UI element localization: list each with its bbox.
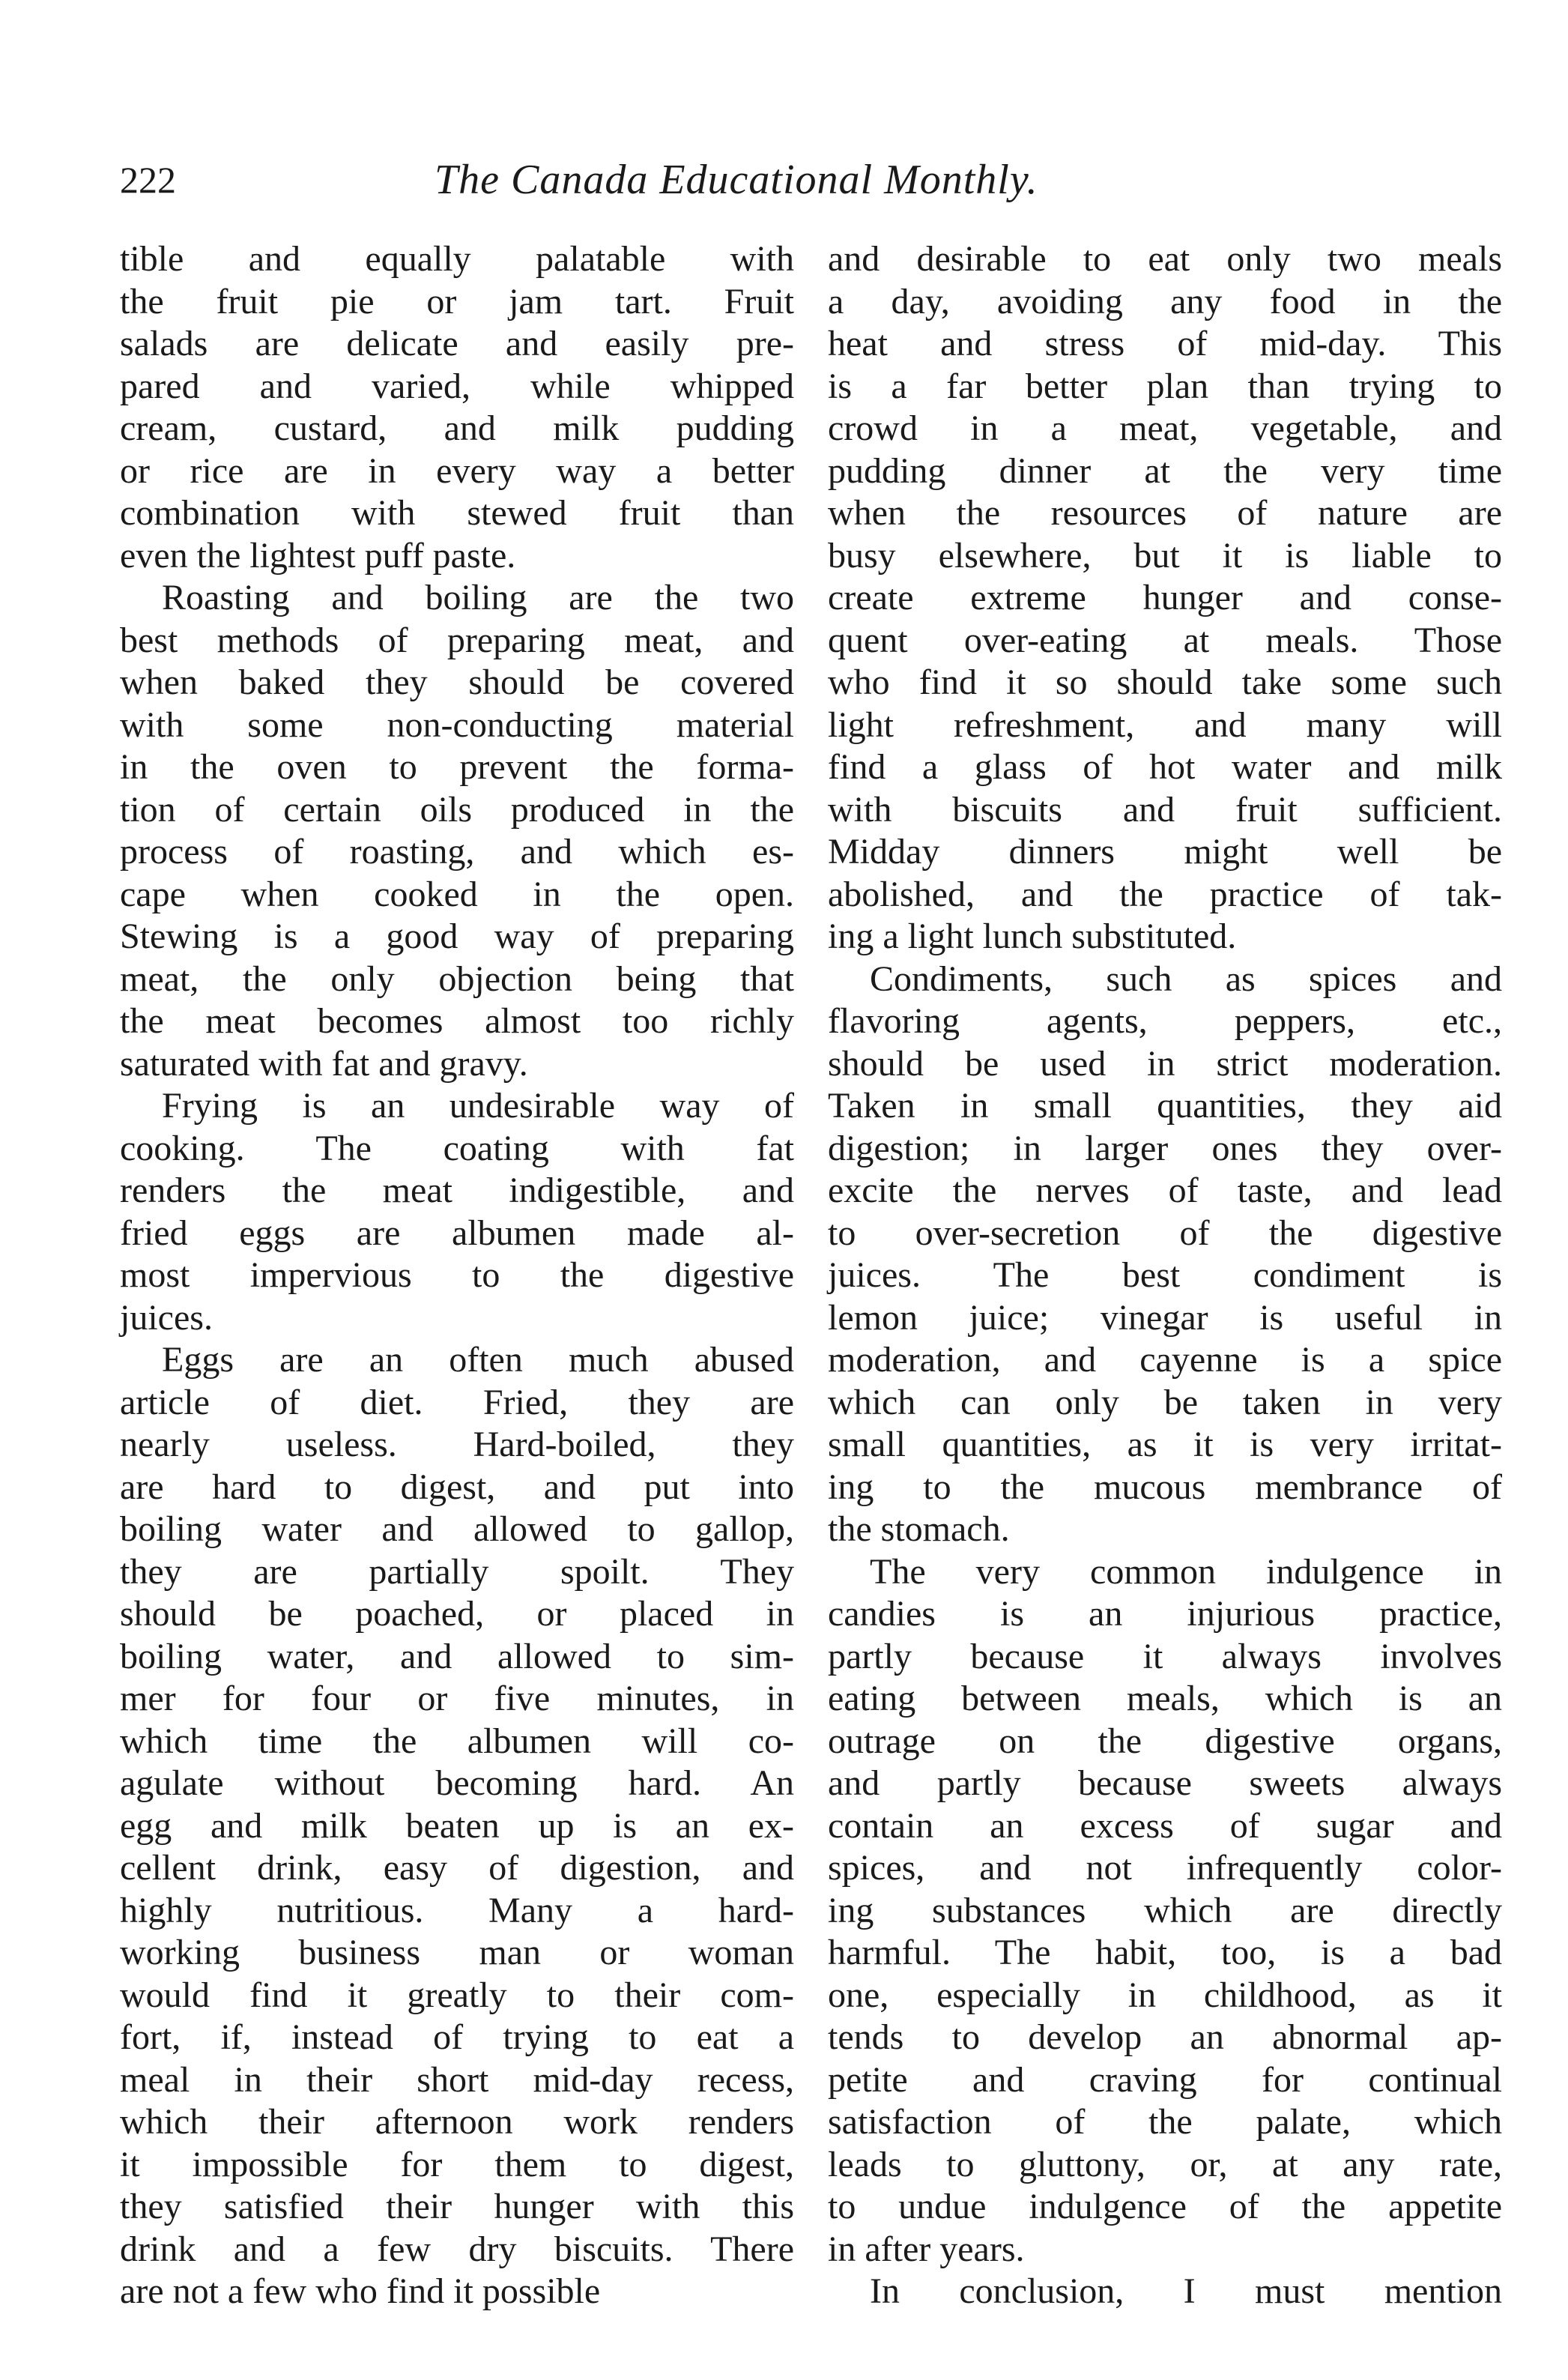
text-line: a day, avoiding any food in the <box>828 281 1502 321</box>
text-line: lemon juice; vinegar is useful in <box>828 1297 1502 1338</box>
text-line: cellent drink, easy of digestion, and <box>120 1848 794 1888</box>
text-line: Taken in small quantities, they aid <box>828 1086 1502 1126</box>
text-line: most impervious to the digestive <box>120 1255 794 1295</box>
text-line: cream, custard, and milk pudding <box>120 408 794 448</box>
text-line: partly because it always involves <box>828 1636 1502 1676</box>
text-line: nearly useless. Hard-boiled, they <box>120 1425 794 1464</box>
text-line: or rice are in every way a better <box>120 450 794 491</box>
text-line: juices. <box>120 1297 213 1338</box>
text-line: would find it greatly to their com- <box>120 1975 794 2015</box>
paragraph <box>828 958 1502 1551</box>
text-line: satisfaction of the palate, which <box>828 2102 1502 2142</box>
text-line: they satisfied their hunger with this <box>120 2187 794 2226</box>
journal-title: The Canada Educational Monthly. <box>435 157 1038 203</box>
text-line: is a far better plan than trying to <box>828 366 1502 406</box>
text-line: with biscuits and fruit sufficient. <box>828 789 1502 830</box>
text-line: Frying is an undesirable way of <box>162 1086 794 1126</box>
page-number: 222 <box>120 159 176 201</box>
text-line: tible and equally palatable with <box>120 239 794 279</box>
text-line: process of roasting, and which es- <box>120 832 794 872</box>
text-line: find a glass of hot water and milk <box>828 747 1502 787</box>
text-line: crowd in a meat, vegetable, and <box>828 408 1502 448</box>
text-line: agulate without becoming hard. An <box>120 1763 794 1803</box>
text-line: in after years. <box>828 2229 1025 2269</box>
text-line: candies is an injurious practice, <box>828 1594 1502 1634</box>
text-line: are hard to digest, and put into <box>120 1467 794 1507</box>
text-line: which their afternoon work renders <box>120 2102 794 2142</box>
paragraph <box>120 238 794 577</box>
text-line: abolished, and the practice of tak- <box>828 874 1502 914</box>
text-line: meat, the only objection being that <box>120 958 794 999</box>
text-line: juices. The best condiment is <box>828 1255 1502 1295</box>
text-line: which can only be taken in very <box>828 1382 1502 1422</box>
text-line: the stomach. <box>828 1509 1010 1549</box>
text-line: pudding dinner at the very time <box>828 450 1502 491</box>
text-line: The very common indulgence in <box>870 1551 1502 1592</box>
text-line: moderation, and cayenne is a spice <box>828 1340 1502 1380</box>
text-line: petite and craving for continual <box>828 2059 1502 2100</box>
text-line: highly nutritious. Many a hard- <box>120 1890 794 1930</box>
text-line: it impossible for them to digest, <box>120 2144 794 2184</box>
right-column <box>828 238 1502 2313</box>
left-column <box>120 238 794 2313</box>
text-line: are not a few who find it possible <box>120 2271 601 2311</box>
text-line: flavoring agents, peppers, etc., <box>828 1001 1502 1041</box>
paragraph <box>120 1339 794 2313</box>
text-line: boiling water, and allowed to sim- <box>120 1636 794 1676</box>
text-line: quent over-eating at meals. Those <box>828 620 1502 660</box>
text-line: working business man or woman <box>120 1933 794 1972</box>
paragraph <box>828 1551 1502 2271</box>
text-line: pared and varied, while whipped <box>120 366 794 406</box>
text-line: drink and a few dry biscuits. There <box>120 2229 794 2269</box>
page-header <box>120 150 1184 210</box>
text-line: outrage on the digestive organs, <box>828 1721 1502 1761</box>
text-line: contain an excess of sugar and <box>828 1805 1502 1846</box>
text-line: cape when cooked in the open. <box>120 874 794 914</box>
text-line: meal in their short mid-day recess, <box>120 2059 794 2100</box>
text-line: article of diet. Fried, they are <box>120 1382 794 1422</box>
text-line: should be used in strict moderation. <box>828 1043 1502 1084</box>
text-line: Condiments, such as spices and <box>870 958 1502 999</box>
text-line: the meat becomes almost too richly <box>120 1001 794 1041</box>
paragraph <box>120 1085 794 1339</box>
text-line: Midday dinners might well be <box>828 832 1502 872</box>
text-line: busy elsewhere, but it is liable to <box>828 535 1502 576</box>
text-line: tion of certain oils produced in the <box>120 789 794 830</box>
text-line: cooking. The coating with fat <box>120 1128 794 1168</box>
text-line: ing to the mucous membrance of <box>828 1467 1502 1507</box>
text-line: to over-secretion of the digestive <box>828 1212 1502 1253</box>
text-line: leads to gluttony, or, at any rate, <box>828 2144 1502 2184</box>
paragraph <box>828 2271 1502 2313</box>
text-line: spices, and not infrequently color- <box>828 1848 1502 1888</box>
paragraph <box>828 238 1502 958</box>
text-line: should be poached, or placed in <box>120 1594 794 1634</box>
text-line: with some non-conducting material <box>120 704 794 745</box>
text-line: saturated with fat and gravy. <box>120 1043 528 1084</box>
text-line: renders the meat indigestible, and <box>120 1171 794 1210</box>
text-line: heat and stress of mid-day. This <box>828 324 1502 363</box>
text-line: when the resources of nature are <box>828 493 1502 533</box>
text-line: even the lightest puff paste. <box>120 535 516 576</box>
text-line: eating between meals, which is an <box>828 1679 1502 1718</box>
text-line: Stewing is a good way of preparing <box>120 916 794 956</box>
text-line: who find it so should take some such <box>828 662 1502 702</box>
text-line: fort, if, instead of trying to eat a <box>120 2017 794 2057</box>
text-line: Roasting and boiling are the two <box>162 578 794 617</box>
text-line: fried eggs are albumen made al- <box>120 1212 794 1253</box>
text-line: best methods of preparing meat, and <box>120 620 794 660</box>
text-line: one, especially in childhood, as it <box>828 1975 1502 2015</box>
text-line: In conclusion, I must mention <box>870 2271 1502 2311</box>
text-line: ing a light lunch substituted. <box>828 916 1237 956</box>
text-line: and partly because sweets always <box>828 1763 1502 1803</box>
text-line: they are partially spoilt. They <box>120 1551 794 1592</box>
text-line: egg and milk beaten up is an ex- <box>120 1805 794 1846</box>
text-line: to undue indulgence of the appetite <box>828 2187 1502 2226</box>
text-line: in the oven to prevent the forma- <box>120 747 794 787</box>
text-line: combination with stewed fruit than <box>120 493 794 533</box>
text-line: tends to develop an abnormal ap- <box>828 2017 1502 2057</box>
text-line: mer for four or five minutes, in <box>120 1679 794 1718</box>
text-line: light refreshment, and many will <box>828 704 1502 745</box>
text-line: small quantities, as it is very irritat- <box>828 1425 1502 1464</box>
text-line: ing substances which are directly <box>828 1890 1502 1930</box>
text-line: create extreme hunger and conse- <box>828 578 1502 617</box>
text-line: harmful. The habit, too, is a bad <box>828 1933 1502 1972</box>
text-line: boiling water and allowed to gallop, <box>120 1509 794 1549</box>
text-line: and desirable to eat only two meals <box>828 239 1502 279</box>
text-line: Eggs are an often much abused <box>162 1340 794 1380</box>
text-line: excite the nerves of taste, and lead <box>828 1171 1502 1210</box>
text-line: the fruit pie or jam tart. Fruit <box>120 281 794 321</box>
text-line: when baked they should be covered <box>120 662 794 702</box>
text-line: digestion; in larger ones they over- <box>828 1128 1502 1168</box>
text-line: salads are delicate and easily pre- <box>120 324 794 363</box>
paragraph <box>120 577 794 1085</box>
text-line: which time the albumen will co- <box>120 1721 794 1761</box>
